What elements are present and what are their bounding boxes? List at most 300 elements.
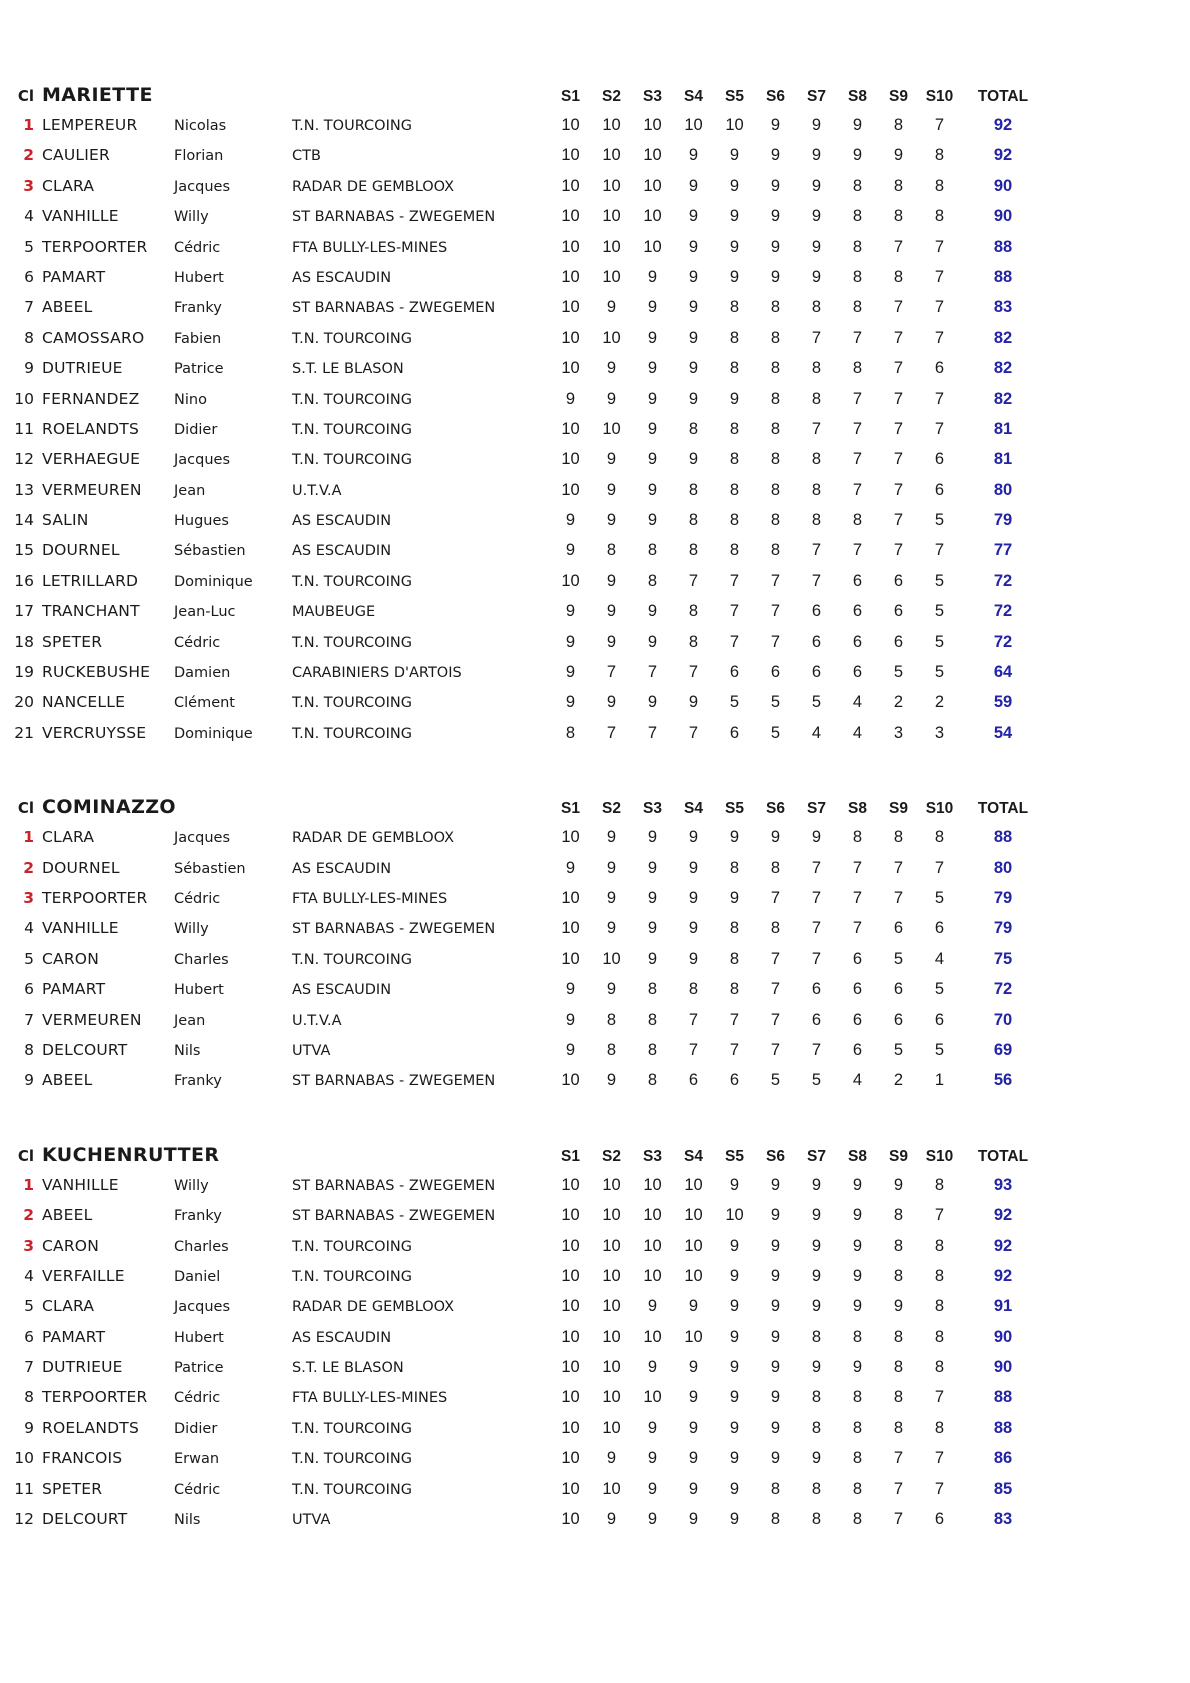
score-cell: 9 <box>688 858 699 877</box>
score-cell: 8 <box>893 207 904 226</box>
score-cell: 8 <box>893 1266 904 1285</box>
score-cell: 6 <box>811 663 822 682</box>
section-header-row <box>14 1144 1114 1175</box>
total-cell: 79 <box>993 919 1013 938</box>
lastname-cell: VERCRUYSSE <box>42 723 147 742</box>
score-cell: 9 <box>729 1327 740 1346</box>
score-cell: 9 <box>647 1449 658 1468</box>
score-cell: 8 <box>934 1358 945 1377</box>
category-title: KUCHENRUTTER <box>42 1143 220 1166</box>
score-column-header: S9 <box>889 1147 908 1165</box>
score-cell: 8 <box>811 1327 822 1346</box>
lastname-cell: VERMEUREN <box>42 480 142 499</box>
score-cell: 8 <box>852 359 863 378</box>
score-cell: 7 <box>934 298 945 317</box>
score-cell: 9 <box>606 480 617 499</box>
score-cell: 9 <box>606 359 617 378</box>
total-cell: 64 <box>993 663 1013 682</box>
score-cell: 8 <box>934 1418 945 1437</box>
rank-cell: 7 <box>24 298 34 317</box>
score-column-header: S7 <box>807 88 826 105</box>
score-cell: 10 <box>725 1206 744 1225</box>
firstname-cell: Jacques <box>174 178 231 195</box>
score-cell: 7 <box>934 1206 945 1225</box>
competitor-row <box>14 859 1114 889</box>
score-cell: 10 <box>643 1388 662 1407</box>
score-cell: 9 <box>729 828 740 847</box>
competitor-row <box>14 359 1114 389</box>
score-cell: 7 <box>770 1040 781 1059</box>
firstname-cell: Didier <box>174 421 218 438</box>
score-cell: 10 <box>561 116 580 134</box>
category-section <box>14 84 1114 754</box>
competitor-row <box>14 1206 1114 1236</box>
firstname-cell: Hugues <box>174 513 229 530</box>
club-cell: ST BARNABAS - ZWEGEMEN <box>292 1208 496 1225</box>
score-cell: 9 <box>647 858 658 877</box>
score-cell: 7 <box>852 419 863 438</box>
score-cell: 5 <box>934 663 945 682</box>
score-cell: 9 <box>729 1449 740 1468</box>
score-cell: 9 <box>647 888 658 907</box>
score-cell: 9 <box>565 1040 576 1059</box>
score-cell: 5 <box>934 980 945 999</box>
score-cell: 7 <box>893 1510 904 1529</box>
score-cell: 10 <box>561 919 580 938</box>
score-cell: 9 <box>811 1297 822 1316</box>
score-cell: 7 <box>934 419 945 438</box>
rank-cell: 4 <box>24 919 34 938</box>
score-cell: 8 <box>852 1510 863 1529</box>
score-cell: 9 <box>606 602 617 621</box>
score-cell: 7 <box>647 663 658 682</box>
club-cell: T.N. TOURCOING <box>292 1238 412 1255</box>
score-cell: 9 <box>770 1388 781 1407</box>
score-cell: 6 <box>893 602 904 621</box>
total-cell: 79 <box>993 511 1013 530</box>
score-cell: 9 <box>729 1510 740 1529</box>
cl-column-header: Cl <box>17 799 34 818</box>
score-cell: 10 <box>561 298 580 317</box>
club-cell: T.N. TOURCOING <box>292 118 412 134</box>
lastname-cell: NANCELLE <box>42 693 126 712</box>
score-cell: 7 <box>852 541 863 560</box>
score-cell: 9 <box>606 828 617 847</box>
score-cell: 10 <box>561 1479 580 1498</box>
score-cell: 9 <box>606 1071 617 1090</box>
score-cell: 9 <box>770 237 781 256</box>
firstname-cell: Cédric <box>174 634 221 651</box>
score-cell: 7 <box>893 359 904 378</box>
club-cell: U.T.V.A <box>292 482 342 499</box>
score-cell: 7 <box>688 571 699 590</box>
score-cell: 6 <box>729 663 740 682</box>
score-cell: 6 <box>934 359 945 378</box>
score-cell: 8 <box>852 1418 863 1437</box>
score-cell: 8 <box>770 298 781 317</box>
competitor-row <box>14 663 1114 693</box>
score-cell: 7 <box>770 571 781 590</box>
total-cell: 90 <box>993 207 1013 226</box>
score-cell: 9 <box>565 1010 576 1029</box>
firstname-cell: Jean-Luc <box>174 604 236 621</box>
lastname-cell: CAMOSSARO <box>42 328 145 347</box>
score-cell: 6 <box>811 980 822 999</box>
score-column-header: S10 <box>925 88 954 105</box>
lastname-cell: LEMPEREUR <box>42 116 138 134</box>
score-cell: 10 <box>561 1236 580 1255</box>
score-cell: 10 <box>602 1327 621 1346</box>
score-cell: 6 <box>934 480 945 499</box>
rank-cell: 16 <box>14 571 34 590</box>
lastname-cell: ABEEL <box>42 1071 93 1090</box>
lastname-cell: RUCKEBUSHE <box>42 663 151 682</box>
total-cell: 81 <box>993 450 1013 469</box>
club-cell: FTA BULLY-LES-MINES <box>292 890 448 907</box>
lastname-cell: VANHILLE <box>42 1175 119 1194</box>
total-cell: 72 <box>993 571 1013 590</box>
score-cell: 9 <box>729 1266 740 1285</box>
competitor-row <box>14 481 1114 511</box>
lastname-cell: CLARA <box>42 828 95 847</box>
rows-container <box>14 1176 1114 1541</box>
firstname-cell: Hubert <box>174 269 224 286</box>
score-cell: 7 <box>893 419 904 438</box>
score-cell: 9 <box>729 1297 740 1316</box>
score-cell: 6 <box>729 1071 740 1090</box>
score-cell: 5 <box>934 1040 945 1059</box>
competitor-row <box>14 1419 1114 1449</box>
club-cell: ST BARNABAS - ZWEGEMEN <box>292 921 496 938</box>
score-column-header: S5 <box>725 800 744 818</box>
score-cell: 9 <box>893 1297 904 1316</box>
score-cell: 10 <box>643 207 662 226</box>
competitor-row <box>14 1237 1114 1267</box>
score-cell: 8 <box>893 116 904 134</box>
score-cell: 7 <box>934 541 945 560</box>
score-cell: 7 <box>934 1388 945 1407</box>
score-cell: 9 <box>770 828 781 847</box>
score-column-header: S6 <box>766 88 785 105</box>
score-cell: 9 <box>811 1206 822 1225</box>
club-cell: S.T. LE BLASON <box>292 1360 404 1377</box>
score-cell: 9 <box>770 207 781 226</box>
score-cell: 9 <box>770 1266 781 1285</box>
rank-cell: 3 <box>23 176 34 195</box>
score-cell: 8 <box>893 1358 904 1377</box>
score-cell: 9 <box>811 1449 822 1468</box>
total-cell: 70 <box>993 1010 1013 1029</box>
firstname-cell: Clément <box>174 695 235 712</box>
score-column-header: S10 <box>925 800 954 818</box>
score-cell: 10 <box>602 237 621 256</box>
score-column-header: S5 <box>725 88 744 105</box>
lastname-cell: LETRILLARD <box>42 571 139 590</box>
score-cell: 7 <box>934 116 945 134</box>
score-cell: 9 <box>688 328 699 347</box>
score-cell: 8 <box>893 176 904 195</box>
firstname-cell: Daniel <box>174 1268 221 1285</box>
score-cell: 9 <box>606 511 617 530</box>
rank-cell: 15 <box>14 541 34 560</box>
score-cell: 10 <box>561 176 580 195</box>
rank-cell: 1 <box>23 116 34 134</box>
score-cell: 8 <box>893 1418 904 1437</box>
club-cell: T.N. TOURCOING <box>292 1268 412 1285</box>
score-cell: 9 <box>606 632 617 651</box>
score-column-header: S8 <box>848 88 867 105</box>
score-cell: 8 <box>770 858 781 877</box>
score-cell: 9 <box>647 1479 658 1498</box>
score-cell: 4 <box>852 1071 863 1090</box>
score-cell: 10 <box>561 480 580 499</box>
firstname-cell: Charles <box>174 951 229 968</box>
score-cell: 6 <box>688 1071 699 1090</box>
total-cell: 91 <box>993 1297 1013 1316</box>
score-cell: 5 <box>934 602 945 621</box>
score-cell: 10 <box>602 419 621 438</box>
score-column-header: S6 <box>766 1147 785 1165</box>
club-cell: ST BARNABAS - ZWEGEMEN <box>292 1177 496 1194</box>
score-cell: 7 <box>811 1040 822 1059</box>
club-cell: U.T.V.A <box>292 1012 342 1029</box>
lastname-cell: CAULIER <box>42 146 110 165</box>
score-cell: 8 <box>811 298 822 317</box>
score-cell: 8 <box>811 480 822 499</box>
score-cell: 6 <box>893 980 904 999</box>
rank-cell: 11 <box>14 419 34 438</box>
total-column-header: TOTAL <box>977 88 1029 105</box>
score-cell: 9 <box>770 1449 781 1468</box>
firstname-cell: Franky <box>174 300 222 317</box>
lastname-cell: DOURNEL <box>42 541 120 560</box>
competitor-row <box>14 1510 1114 1540</box>
total-cell: 90 <box>993 176 1013 195</box>
score-cell: 9 <box>647 1358 658 1377</box>
score-cell: 8 <box>647 1040 658 1059</box>
lastname-cell: FRANCOIS <box>42 1449 123 1468</box>
score-cell: 10 <box>561 828 580 847</box>
rank-cell: 7 <box>24 1010 34 1029</box>
score-cell: 7 <box>811 919 822 938</box>
score-cell: 9 <box>688 1388 699 1407</box>
competitor-row <box>14 329 1114 359</box>
score-cell: 8 <box>770 1479 781 1498</box>
rank-cell: 18 <box>14 632 34 651</box>
score-cell: 5 <box>934 632 945 651</box>
club-cell: AS ESCAUDIN <box>292 543 392 560</box>
firstname-cell: Cédric <box>174 239 221 256</box>
total-cell: 86 <box>993 1449 1013 1468</box>
score-cell: 8 <box>770 541 781 560</box>
score-cell: 6 <box>852 663 863 682</box>
score-cell: 7 <box>852 328 863 347</box>
rows-container <box>14 828 1114 1102</box>
score-cell: 9 <box>647 602 658 621</box>
score-cell: 9 <box>606 693 617 712</box>
club-cell: RADAR DE GEMBLOOX <box>292 178 455 195</box>
competitor-row <box>14 828 1114 858</box>
firstname-cell: Nicolas <box>174 118 227 134</box>
score-cell: 8 <box>811 389 822 408</box>
score-cell: 6 <box>852 949 863 968</box>
score-cell: 9 <box>606 919 617 938</box>
score-cell: 8 <box>647 571 658 590</box>
score-cell: 9 <box>811 176 822 195</box>
firstname-cell: Nino <box>174 391 207 408</box>
club-cell: T.N. TOURCOING <box>292 421 412 438</box>
score-cell: 9 <box>647 267 658 286</box>
score-cell: 7 <box>770 632 781 651</box>
firstname-cell: Franky <box>174 1208 222 1225</box>
score-cell: 9 <box>606 450 617 469</box>
score-cell: 10 <box>684 1236 703 1255</box>
score-cell: 7 <box>893 298 904 317</box>
section-header-row <box>14 796 1114 827</box>
score-column-header: S1 <box>561 800 580 818</box>
lastname-cell: ABEEL <box>42 298 93 317</box>
club-cell: AS ESCAUDIN <box>292 982 392 999</box>
score-cell: 7 <box>729 1010 740 1029</box>
score-cell: 7 <box>770 949 781 968</box>
total-cell: 92 <box>993 116 1013 134</box>
score-cell: 8 <box>811 359 822 378</box>
score-cell: 7 <box>893 328 904 347</box>
score-cell: 6 <box>852 571 863 590</box>
score-cell: 10 <box>643 237 662 256</box>
score-cell: 9 <box>565 663 576 682</box>
score-cell: 9 <box>565 632 576 651</box>
score-cell: 7 <box>852 858 863 877</box>
score-cell: 7 <box>934 267 945 286</box>
score-cell: 9 <box>852 1358 863 1377</box>
score-cell: 9 <box>729 146 740 165</box>
score-cell: 9 <box>647 328 658 347</box>
total-cell: 69 <box>993 1040 1013 1059</box>
score-cell: 8 <box>770 1510 781 1529</box>
score-cell: 10 <box>561 1175 580 1194</box>
score-cell: 9 <box>852 1266 863 1285</box>
score-cell: 10 <box>561 267 580 286</box>
score-cell: 5 <box>770 723 781 742</box>
score-cell: 8 <box>770 419 781 438</box>
score-cell: 9 <box>729 888 740 907</box>
score-cell: 9 <box>688 267 699 286</box>
score-cell: 9 <box>811 1175 822 1194</box>
score-cell: 9 <box>770 1236 781 1255</box>
competitor-row <box>14 268 1114 298</box>
score-cell: 9 <box>647 919 658 938</box>
rank-cell: 17 <box>14 602 34 621</box>
firstname-cell: Dominique <box>174 573 253 590</box>
score-column-header: S8 <box>848 800 867 818</box>
score-cell: 9 <box>688 237 699 256</box>
rank-cell: 12 <box>14 450 34 469</box>
rank-cell: 8 <box>24 1388 34 1407</box>
score-cell: 10 <box>561 571 580 590</box>
score-cell: 4 <box>852 693 863 712</box>
competitor-row <box>14 602 1114 632</box>
competitor-row <box>14 1358 1114 1388</box>
score-cell: 8 <box>770 919 781 938</box>
score-cell: 8 <box>934 1236 945 1255</box>
firstname-cell: Franky <box>174 1073 222 1090</box>
score-cell: 7 <box>729 1040 740 1059</box>
score-cell: 8 <box>729 298 740 317</box>
score-cell: 6 <box>934 450 945 469</box>
score-cell: 7 <box>893 480 904 499</box>
score-cell: 7 <box>893 858 904 877</box>
score-cell: 5 <box>934 511 945 530</box>
score-cell: 8 <box>688 980 699 999</box>
rank-cell: 20 <box>14 693 34 712</box>
rank-cell: 1 <box>23 1175 34 1194</box>
score-cell: 7 <box>811 541 822 560</box>
score-cell: 7 <box>770 980 781 999</box>
score-cell: 8 <box>893 1388 904 1407</box>
score-cell: 6 <box>852 1040 863 1059</box>
lastname-cell: DUTRIEUE <box>42 1358 123 1377</box>
score-cell: 7 <box>729 602 740 621</box>
score-cell: 10 <box>684 1327 703 1346</box>
lastname-cell: ABEEL <box>42 1206 93 1225</box>
score-cell: 10 <box>602 1206 621 1225</box>
score-cell: 8 <box>729 541 740 560</box>
score-cell: 9 <box>606 1449 617 1468</box>
total-cell: 88 <box>993 1418 1013 1437</box>
score-cell: 9 <box>565 693 576 712</box>
total-cell: 92 <box>993 1266 1013 1285</box>
score-cell: 9 <box>770 146 781 165</box>
score-cell: 5 <box>811 693 822 712</box>
score-cell: 7 <box>811 858 822 877</box>
score-cell: 9 <box>688 176 699 195</box>
score-cell: 6 <box>852 980 863 999</box>
competitor-row <box>14 693 1114 723</box>
competitor-row <box>14 1297 1114 1327</box>
rank-cell: 10 <box>14 389 34 408</box>
lastname-cell: PAMART <box>42 980 106 999</box>
score-cell: 10 <box>725 116 744 134</box>
firstname-cell: Willy <box>174 209 209 226</box>
rank-cell: 6 <box>24 1327 34 1346</box>
score-cell: 10 <box>602 116 621 134</box>
total-cell: 88 <box>993 828 1013 847</box>
firstname-cell: Didier <box>174 1420 218 1437</box>
club-cell: UTVA <box>292 1042 331 1059</box>
score-cell: 9 <box>811 116 822 134</box>
competitor-row <box>14 633 1114 663</box>
score-cell: 7 <box>770 888 781 907</box>
score-cell: 9 <box>770 1297 781 1316</box>
score-cell: 10 <box>602 1479 621 1498</box>
score-cell: 7 <box>606 723 617 742</box>
score-cell: 9 <box>688 1449 699 1468</box>
cl-column-header: Cl <box>17 87 34 105</box>
score-cell: 8 <box>811 1510 822 1529</box>
score-cell: 9 <box>647 828 658 847</box>
total-cell: 72 <box>993 632 1013 651</box>
competitor-row <box>14 1267 1114 1297</box>
score-cell: 9 <box>770 1206 781 1225</box>
score-cell: 9 <box>770 1418 781 1437</box>
competitor-row <box>14 950 1114 980</box>
score-cell: 8 <box>729 980 740 999</box>
score-cell: 7 <box>688 663 699 682</box>
total-cell: 72 <box>993 980 1013 999</box>
score-column-header: S2 <box>602 1147 621 1165</box>
score-cell: 8 <box>852 207 863 226</box>
